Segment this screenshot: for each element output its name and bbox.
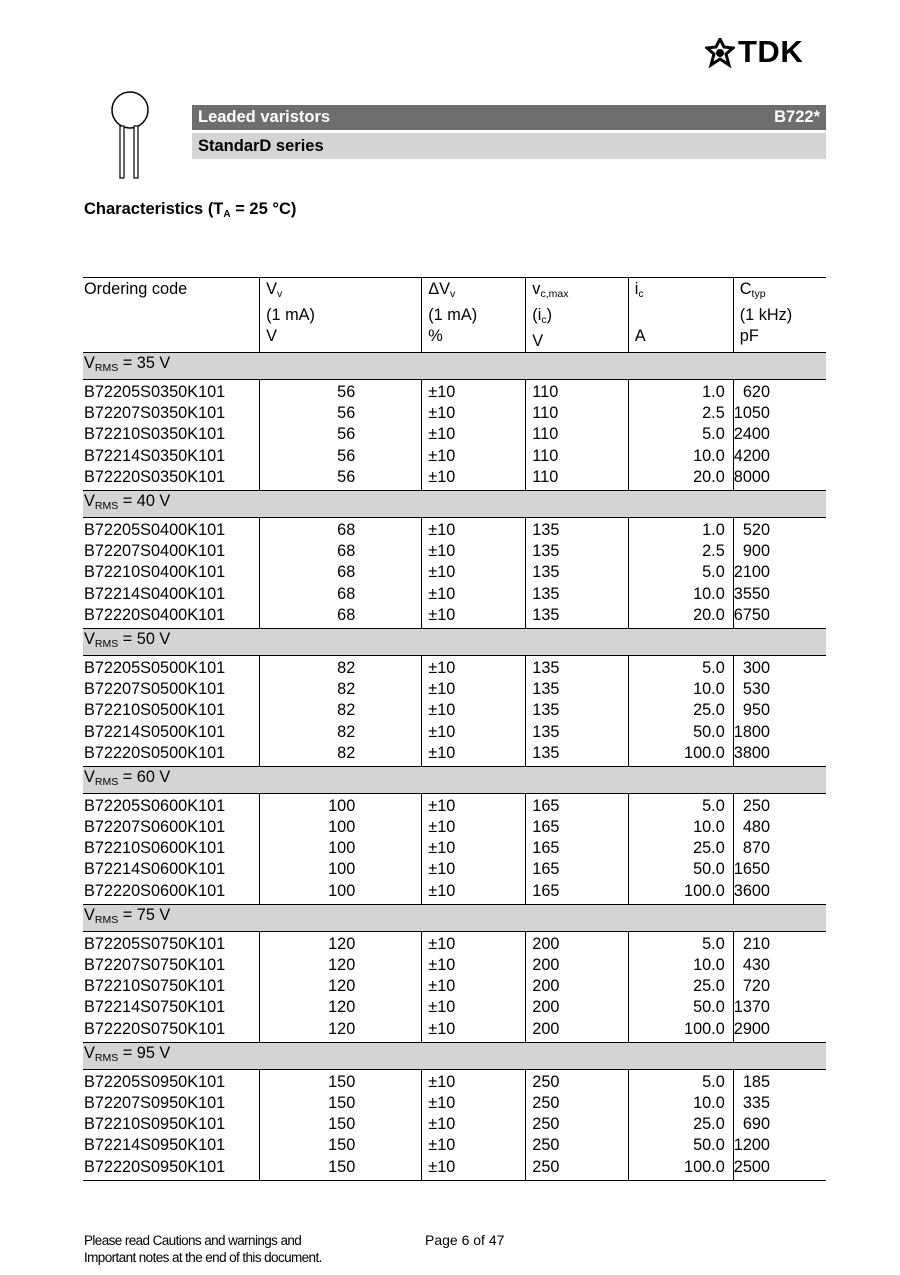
cell-vv: 68 — [260, 541, 422, 562]
table-row — [83, 679, 826, 700]
cell-vv: 82 — [260, 700, 422, 721]
cell-ordering-code: B72214S0400K101 — [84, 584, 226, 603]
cell-vcmax: 250 — [526, 1114, 628, 1135]
cell-ctyp: 620 — [733, 380, 826, 404]
cell-ordering-code: B72220S0600K101 — [83, 881, 260, 905]
cell-ctyp: 4200 — [733, 446, 826, 467]
cell-delta-vv: ±10 — [422, 1114, 526, 1135]
cell-ordering-code: B72207S0750K101 — [84, 956, 226, 975]
cell-ic: 25.0 — [628, 976, 733, 997]
cell-ic: 10.0 — [628, 679, 733, 700]
table-row — [83, 424, 826, 445]
cell-ordering-code: B72205S0350K101 — [84, 383, 226, 402]
cell-delta-vv: ±10 — [422, 605, 526, 629]
cell-ordering-code: B72220S0400K101 — [83, 605, 260, 629]
cell-delta-vv: ±10 — [422, 743, 526, 767]
cell-vcmax: 135 — [526, 679, 628, 700]
table-row — [83, 997, 826, 1018]
cell-ordering-code: B72207S0950K101 — [84, 1093, 226, 1112]
cell-vv: 100 — [260, 838, 422, 859]
table-row — [83, 793, 826, 817]
cell-vv: 82 — [260, 679, 422, 700]
table-row — [83, 817, 826, 838]
cell-delta-vv: ±10 — [422, 584, 526, 605]
cell-ordering-code: B72214S0950K101 — [84, 1136, 226, 1155]
table-row — [83, 517, 826, 541]
cell-vcmax: 135 — [526, 605, 628, 629]
table-row — [83, 1093, 826, 1114]
table-row — [83, 1069, 826, 1093]
cell-vv: 150 — [260, 1069, 422, 1093]
cell-ordering-code: B72214S0750K101 — [84, 998, 226, 1017]
cell-ordering-code: B72207S0400K101 — [84, 542, 226, 561]
cell-ctyp: 1370 — [733, 997, 826, 1018]
cell-ctyp: 210 — [733, 931, 826, 955]
cell-vv: 68 — [260, 517, 422, 541]
cell-ordering-code: B72214S0350K101 — [84, 446, 226, 465]
cell-ic: 25.0 — [628, 1114, 733, 1135]
header-ordering-code: Ordering code — [83, 278, 260, 353]
cell-ctyp: 530 — [733, 679, 826, 700]
cell-vcmax: 200 — [526, 997, 628, 1018]
cell-delta-vv: ±10 — [422, 997, 526, 1018]
page-number: Page 6 of 47 — [425, 1232, 505, 1248]
cell-ctyp: 720 — [733, 976, 826, 997]
cell-vv: 56 — [260, 467, 422, 491]
cell-ctyp: 8000 — [733, 467, 826, 491]
cell-vv: 68 — [260, 605, 422, 629]
series-title: StandarD series — [198, 137, 324, 155]
cell-ordering-code: B72205S0400K101 — [84, 521, 226, 540]
cell-ctyp: 1050 — [733, 403, 826, 424]
cell-ic: 20.0 — [628, 467, 733, 491]
table-row — [83, 721, 826, 742]
cell-delta-vv: ±10 — [422, 1093, 526, 1114]
table-row — [83, 1156, 826, 1180]
cell-delta-vv: ±10 — [422, 424, 526, 445]
cell-vcmax: 135 — [526, 655, 628, 679]
cell-ctyp: 430 — [733, 955, 826, 976]
cell-ctyp: 250 — [733, 793, 826, 817]
table-row — [83, 859, 826, 880]
cell-vv: 68 — [260, 584, 422, 605]
group-label: $V_{RMS} = 35$ V — [83, 353, 826, 380]
cell-ctyp: 690 — [733, 1114, 826, 1135]
cell-ordering-code: B72210S0600K101 — [84, 839, 226, 858]
cell-delta-vv: ±10 — [422, 446, 526, 467]
cell-vv: 150 — [260, 1093, 422, 1114]
group-label: $V_{RMS} = 75$ V — [83, 904, 826, 931]
cell-ordering-code: B72210S0750K101 — [84, 977, 226, 996]
cell-ctyp: 6750 — [733, 605, 826, 629]
cell-delta-vv: ±10 — [422, 562, 526, 583]
tdk-logo-icon — [705, 38, 735, 68]
cell-ic: 100.0 — [628, 881, 733, 905]
varistor-icon — [108, 90, 152, 180]
cell-vv: 56 — [260, 424, 422, 445]
cell-vcmax: 110 — [526, 424, 628, 445]
cell-ordering-code: B72207S0600K101 — [84, 818, 226, 837]
cell-ic: 100.0 — [628, 743, 733, 767]
group-row — [83, 1042, 826, 1069]
cell-ctyp: 3550 — [733, 584, 826, 605]
group-row — [83, 904, 826, 931]
cell-ic: 5.0 — [628, 655, 733, 679]
cell-delta-vv: ±10 — [422, 859, 526, 880]
cell-ordering-code: B72205S0750K101 — [84, 934, 226, 953]
table-row — [83, 584, 826, 605]
cell-vcmax: 200 — [526, 931, 628, 955]
group-label: $V_{RMS} = 60$ V — [83, 766, 826, 793]
table-row — [83, 1114, 826, 1135]
table-row — [83, 955, 826, 976]
cell-vv: 68 — [260, 562, 422, 583]
cell-ic: 100.0 — [628, 1019, 733, 1043]
group-label: $V_{RMS} = 50$ V — [83, 628, 826, 655]
cell-ordering-code: B72210S0400K101 — [84, 563, 226, 582]
cell-ordering-code: B72214S0600K101 — [84, 860, 226, 879]
cell-vcmax: 250 — [526, 1156, 628, 1180]
group-row — [83, 353, 826, 380]
cell-ctyp: 950 — [733, 700, 826, 721]
cell-ctyp: 2400 — [733, 424, 826, 445]
cell-vcmax: 110 — [526, 467, 628, 491]
cell-ordering-code: B72205S0950K101 — [84, 1072, 226, 1091]
table-row — [83, 1019, 826, 1043]
cell-vcmax: 135 — [526, 562, 628, 583]
cell-vcmax: 165 — [526, 838, 628, 859]
table-row — [83, 881, 826, 905]
cell-ic: 5.0 — [628, 931, 733, 955]
cell-delta-vv: ±10 — [422, 881, 526, 905]
cell-ic: 5.0 — [628, 793, 733, 817]
cell-ctyp: 3800 — [733, 743, 826, 767]
cell-vcmax: 110 — [526, 446, 628, 467]
cell-ctyp: 1650 — [733, 859, 826, 880]
cell-ctyp: 2100 — [733, 562, 826, 583]
group-row — [83, 490, 826, 517]
cell-delta-vv: ±10 — [422, 467, 526, 491]
cell-ic: 5.0 — [628, 424, 733, 445]
table-row — [83, 541, 826, 562]
cell-vv: 100 — [260, 793, 422, 817]
header-vcmax: $v_{c,max}$ $(i_c)$ V — [526, 278, 628, 353]
cell-delta-vv: ±10 — [422, 1135, 526, 1156]
table-row — [83, 562, 826, 583]
table-row — [83, 605, 826, 629]
cell-delta-vv: ±10 — [422, 380, 526, 404]
cell-ic: 25.0 — [628, 700, 733, 721]
cell-vv: 120 — [260, 997, 422, 1018]
cell-vcmax: 135 — [526, 721, 628, 742]
group-row — [83, 766, 826, 793]
group-label: $V_{RMS} = 40$ V — [83, 490, 826, 517]
cell-delta-vv: ±10 — [422, 655, 526, 679]
cell-ic: 10.0 — [628, 955, 733, 976]
cell-delta-vv: ±10 — [422, 517, 526, 541]
cell-vcmax: 250 — [526, 1093, 628, 1114]
cell-ic: 10.0 — [628, 584, 733, 605]
cell-delta-vv: ±10 — [422, 793, 526, 817]
cell-ic: 50.0 — [628, 721, 733, 742]
cell-vv: 56 — [260, 403, 422, 424]
cell-ordering-code: B72220S0950K101 — [83, 1156, 260, 1180]
header-delta-vv: $\Delta V_v$ (1 mA) % — [422, 278, 526, 353]
cell-ic: 10.0 — [628, 817, 733, 838]
table-row — [83, 380, 826, 404]
cell-vv: 100 — [260, 817, 422, 838]
cell-vcmax: 165 — [526, 881, 628, 905]
cell-vcmax: 200 — [526, 955, 628, 976]
cell-ctyp: 870 — [733, 838, 826, 859]
cell-delta-vv: ±10 — [422, 1156, 526, 1180]
table-row — [83, 976, 826, 997]
cell-vv: 150 — [260, 1114, 422, 1135]
group-label: $V_{RMS} = 95$ V — [83, 1042, 826, 1069]
cell-delta-vv: ±10 — [422, 541, 526, 562]
cell-vv: 82 — [260, 655, 422, 679]
cell-vcmax: 165 — [526, 793, 628, 817]
cell-delta-vv: ±10 — [422, 931, 526, 955]
cell-ordering-code: B72210S0950K101 — [84, 1115, 226, 1134]
tdk-logo-text: TDK — [738, 34, 804, 69]
cell-vv: 82 — [260, 743, 422, 767]
cell-delta-vv: ±10 — [422, 700, 526, 721]
cell-ic: 5.0 — [628, 1069, 733, 1093]
cell-ic: 50.0 — [628, 997, 733, 1018]
table-row — [83, 1135, 826, 1156]
footer-note: Please read Cautions and warnings and Important notes at the end of this document. — [84, 1233, 322, 1265]
product-code: B722* — [774, 108, 820, 126]
cell-vv: 120 — [260, 1019, 422, 1043]
cell-ic: 10.0 — [628, 1093, 733, 1114]
series-header-bar — [192, 133, 826, 159]
cell-vcmax: 110 — [526, 380, 628, 404]
cell-ctyp: 300 — [733, 655, 826, 679]
cell-vcmax: 135 — [526, 700, 628, 721]
table-row — [83, 700, 826, 721]
product-line-title: Leaded varistors — [198, 108, 331, 126]
cell-ctyp: 3600 — [733, 881, 826, 905]
cell-ordering-code: B72220S0350K101 — [83, 467, 260, 491]
cell-delta-vv: ±10 — [422, 838, 526, 859]
cell-vv: 100 — [260, 859, 422, 880]
header-ic: $i_c$ A — [628, 278, 733, 353]
cell-vv: 150 — [260, 1156, 422, 1180]
cell-ctyp: 1200 — [733, 1135, 826, 1156]
cell-ctyp: 900 — [733, 541, 826, 562]
cell-vv: 120 — [260, 955, 422, 976]
cell-ic: 50.0 — [628, 859, 733, 880]
cell-ic: 1.0 — [628, 517, 733, 541]
cell-ctyp: 185 — [733, 1069, 826, 1093]
cell-vcmax: 135 — [526, 517, 628, 541]
cell-delta-vv: ±10 — [422, 817, 526, 838]
cell-ic: 50.0 — [628, 1135, 733, 1156]
table-row — [83, 467, 826, 491]
cell-ctyp: 520 — [733, 517, 826, 541]
cell-ordering-code: B72207S0500K101 — [84, 680, 226, 699]
table-row — [83, 403, 826, 424]
cell-ctyp: 480 — [733, 817, 826, 838]
cell-delta-vv: ±10 — [422, 721, 526, 742]
cell-vv: 120 — [260, 931, 422, 955]
cell-vv: 82 — [260, 721, 422, 742]
cell-ctyp: 335 — [733, 1093, 826, 1114]
cell-vcmax: 165 — [526, 859, 628, 880]
group-row — [83, 628, 826, 655]
cell-delta-vv: ±10 — [422, 679, 526, 700]
cell-ordering-code: B72220S0500K101 — [83, 743, 260, 767]
cell-delta-vv: ±10 — [422, 955, 526, 976]
table-row — [83, 655, 826, 679]
table-row — [83, 743, 826, 767]
cell-ordering-code: B72220S0750K101 — [83, 1019, 260, 1043]
cell-vcmax: 135 — [526, 584, 628, 605]
cell-ctyp: 2900 — [733, 1019, 826, 1043]
cell-vcmax: 165 — [526, 817, 628, 838]
cell-ctyp: 2500 — [733, 1156, 826, 1180]
cell-ic: 20.0 — [628, 605, 733, 629]
cell-ic: 25.0 — [628, 838, 733, 859]
cell-ic: 2.5 — [628, 541, 733, 562]
cell-delta-vv: ±10 — [422, 1019, 526, 1043]
table-row — [83, 931, 826, 955]
cell-vcmax: 250 — [526, 1135, 628, 1156]
cell-vcmax: 200 — [526, 976, 628, 997]
cell-vcmax: 250 — [526, 1069, 628, 1093]
header-vv: $V_v$ (1 mA) V — [260, 278, 422, 353]
cell-ordering-code: B72210S0500K101 — [84, 701, 226, 720]
section-heading: Characteristics ($T_A = 25$ °C) — [84, 200, 297, 220]
characteristics-table — [83, 277, 826, 1181]
cell-ctyp: 1800 — [733, 721, 826, 742]
cell-vcmax: 135 — [526, 541, 628, 562]
cell-ordering-code: B72214S0500K101 — [84, 722, 226, 741]
cell-ordering-code: B72205S0600K101 — [84, 796, 226, 815]
cell-vv: 120 — [260, 976, 422, 997]
cell-vcmax: 135 — [526, 743, 628, 767]
product-header-bar — [192, 105, 826, 130]
cell-vv: 56 — [260, 380, 422, 404]
cell-vcmax: 110 — [526, 403, 628, 424]
table-row — [83, 446, 826, 467]
table-row — [83, 838, 826, 859]
cell-ic: 10.0 — [628, 446, 733, 467]
cell-vv: 100 — [260, 881, 422, 905]
cell-ic: 1.0 — [628, 380, 733, 404]
header-ctyp: $C_{typ}$ (1 kHz) pF — [733, 278, 826, 353]
cell-vcmax: 200 — [526, 1019, 628, 1043]
table-header-row — [83, 278, 826, 353]
cell-vv: 150 — [260, 1135, 422, 1156]
cell-delta-vv: ±10 — [422, 403, 526, 424]
cell-ic: 100.0 — [628, 1156, 733, 1180]
cell-vv: 56 — [260, 446, 422, 467]
cell-ic: 5.0 — [628, 562, 733, 583]
cell-ordering-code: B72207S0350K101 — [84, 404, 226, 423]
cell-ordering-code: B72205S0500K101 — [84, 658, 226, 677]
cell-ordering-code: B72210S0350K101 — [84, 425, 226, 444]
cell-ic: 2.5 — [628, 403, 733, 424]
cell-delta-vv: ±10 — [422, 976, 526, 997]
cell-delta-vv: ±10 — [422, 1069, 526, 1093]
